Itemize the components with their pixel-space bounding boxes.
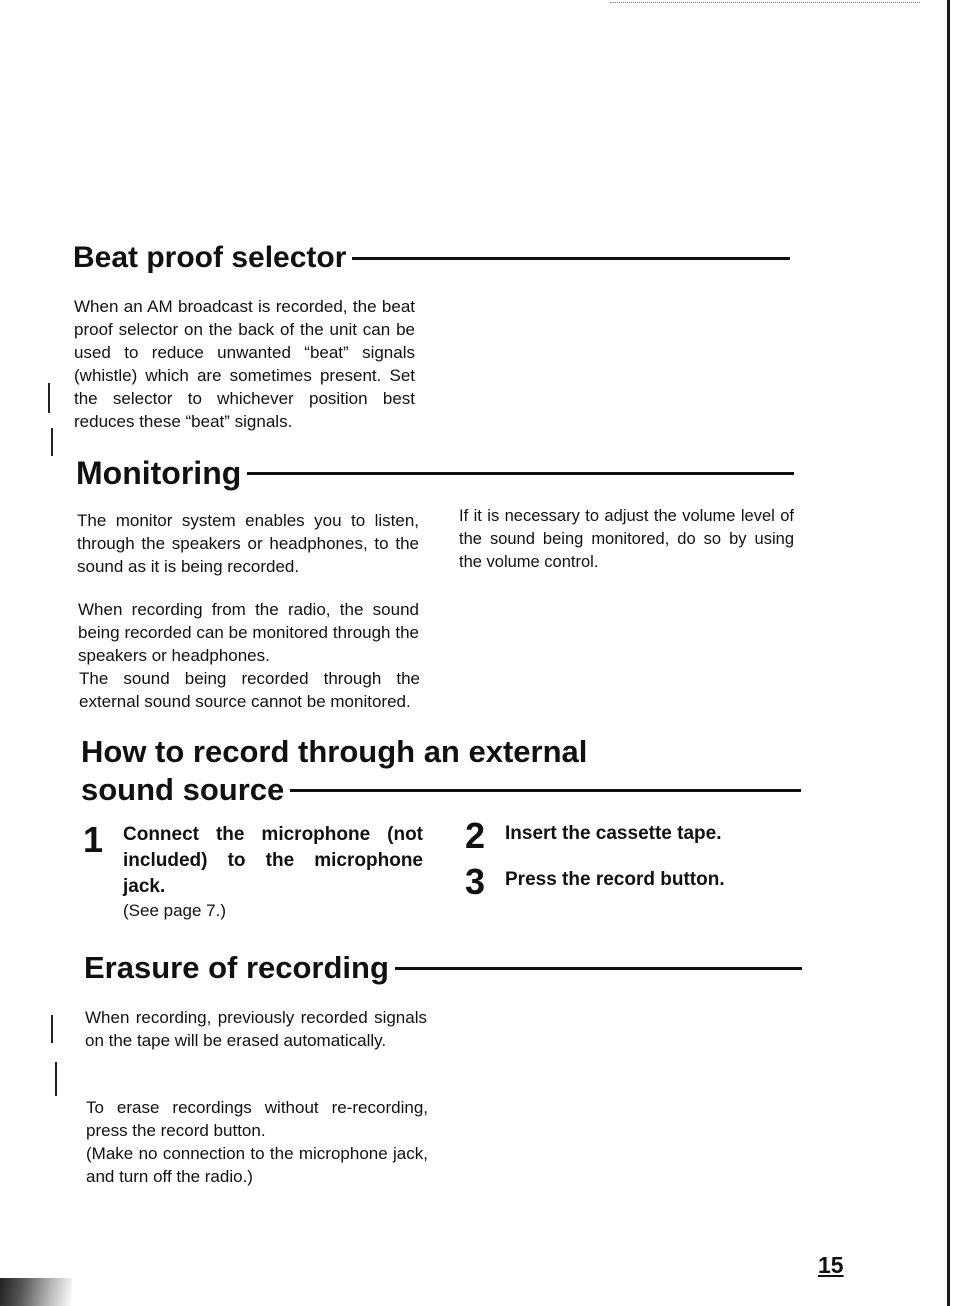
margin-mark: [51, 428, 53, 456]
erasure-paragraph-1: When recording, previously recorded signals on the tape will be erased automatically.: [85, 1008, 427, 1050]
beat-proof-paragraph: When an AM broadcast is recorded, the beat proof selector on the back of the unit can be used to reduce unwanted “beat” signals (whistle) which are sometimes present. Set the selector to whichever position best reduces these “beat” signals.: [74, 297, 415, 431]
step-text: Insert the cassette tape.: [505, 823, 722, 844]
step-3: [465, 861, 785, 902]
section-heading-beat-proof: [73, 238, 790, 278]
monitoring-paragraph-3: The sound being recorded through the external sound source cannot be monitored.: [79, 669, 420, 711]
step-text-wrap: [123, 822, 423, 922]
heading-rule: [395, 967, 802, 970]
monitoring-paragraph-2: When recording from the radio, the sound being recorded can be monitored through the speakers or headphones.: [78, 600, 419, 665]
heading-rule: [247, 472, 794, 475]
step-number: 2: [465, 815, 486, 856]
scan-smudge: [0, 1278, 72, 1306]
heading-text: Erasure of recording: [84, 950, 389, 985]
step-2: [465, 815, 785, 856]
erasure-paragraph-3: (Make no connection to the microphone jack, and turn off the radio.): [86, 1144, 428, 1186]
heading-text-line-1: How to record through an external: [81, 734, 588, 769]
section-heading-erasure: [84, 948, 802, 988]
erasure-paragraph-2: To erase recordings without re-recording, press the record button.: [86, 1098, 428, 1140]
monitoring-paragraph-right: If it is necessary to adjust the volume level of the sound being monitored, do so by using the volume control.: [459, 507, 794, 571]
step-number: 1: [83, 819, 104, 860]
heading-line-2: [81, 771, 801, 809]
margin-mark: [48, 383, 50, 413]
monitoring-paragraph-1: The monitor system enables you to listen, through the speakers or headphones, to the sound as it is being recorded.: [77, 511, 419, 576]
heading-rule: [352, 257, 790, 260]
step-number: 3: [465, 861, 486, 902]
section-heading-monitoring: [76, 453, 794, 493]
step-1: [83, 819, 426, 922]
heading-text-line-2: sound source: [81, 772, 285, 807]
scan-noise: [610, 2, 920, 3]
heading-rule: [290, 789, 801, 792]
margin-mark: [55, 1062, 57, 1096]
step-note: (See page 7.): [123, 901, 227, 920]
margin-mark: [51, 1015, 53, 1043]
section-heading-external: [81, 733, 801, 809]
page-edge: [947, 0, 950, 1306]
step-text: Press the record button.: [505, 869, 725, 890]
step-text: Connect the microphone (not included) to the microphone jack.: [123, 824, 423, 897]
heading-text: Beat proof selector: [73, 241, 347, 274]
heading-text: Monitoring: [76, 454, 242, 491]
page-number: 15: [818, 1252, 844, 1278]
